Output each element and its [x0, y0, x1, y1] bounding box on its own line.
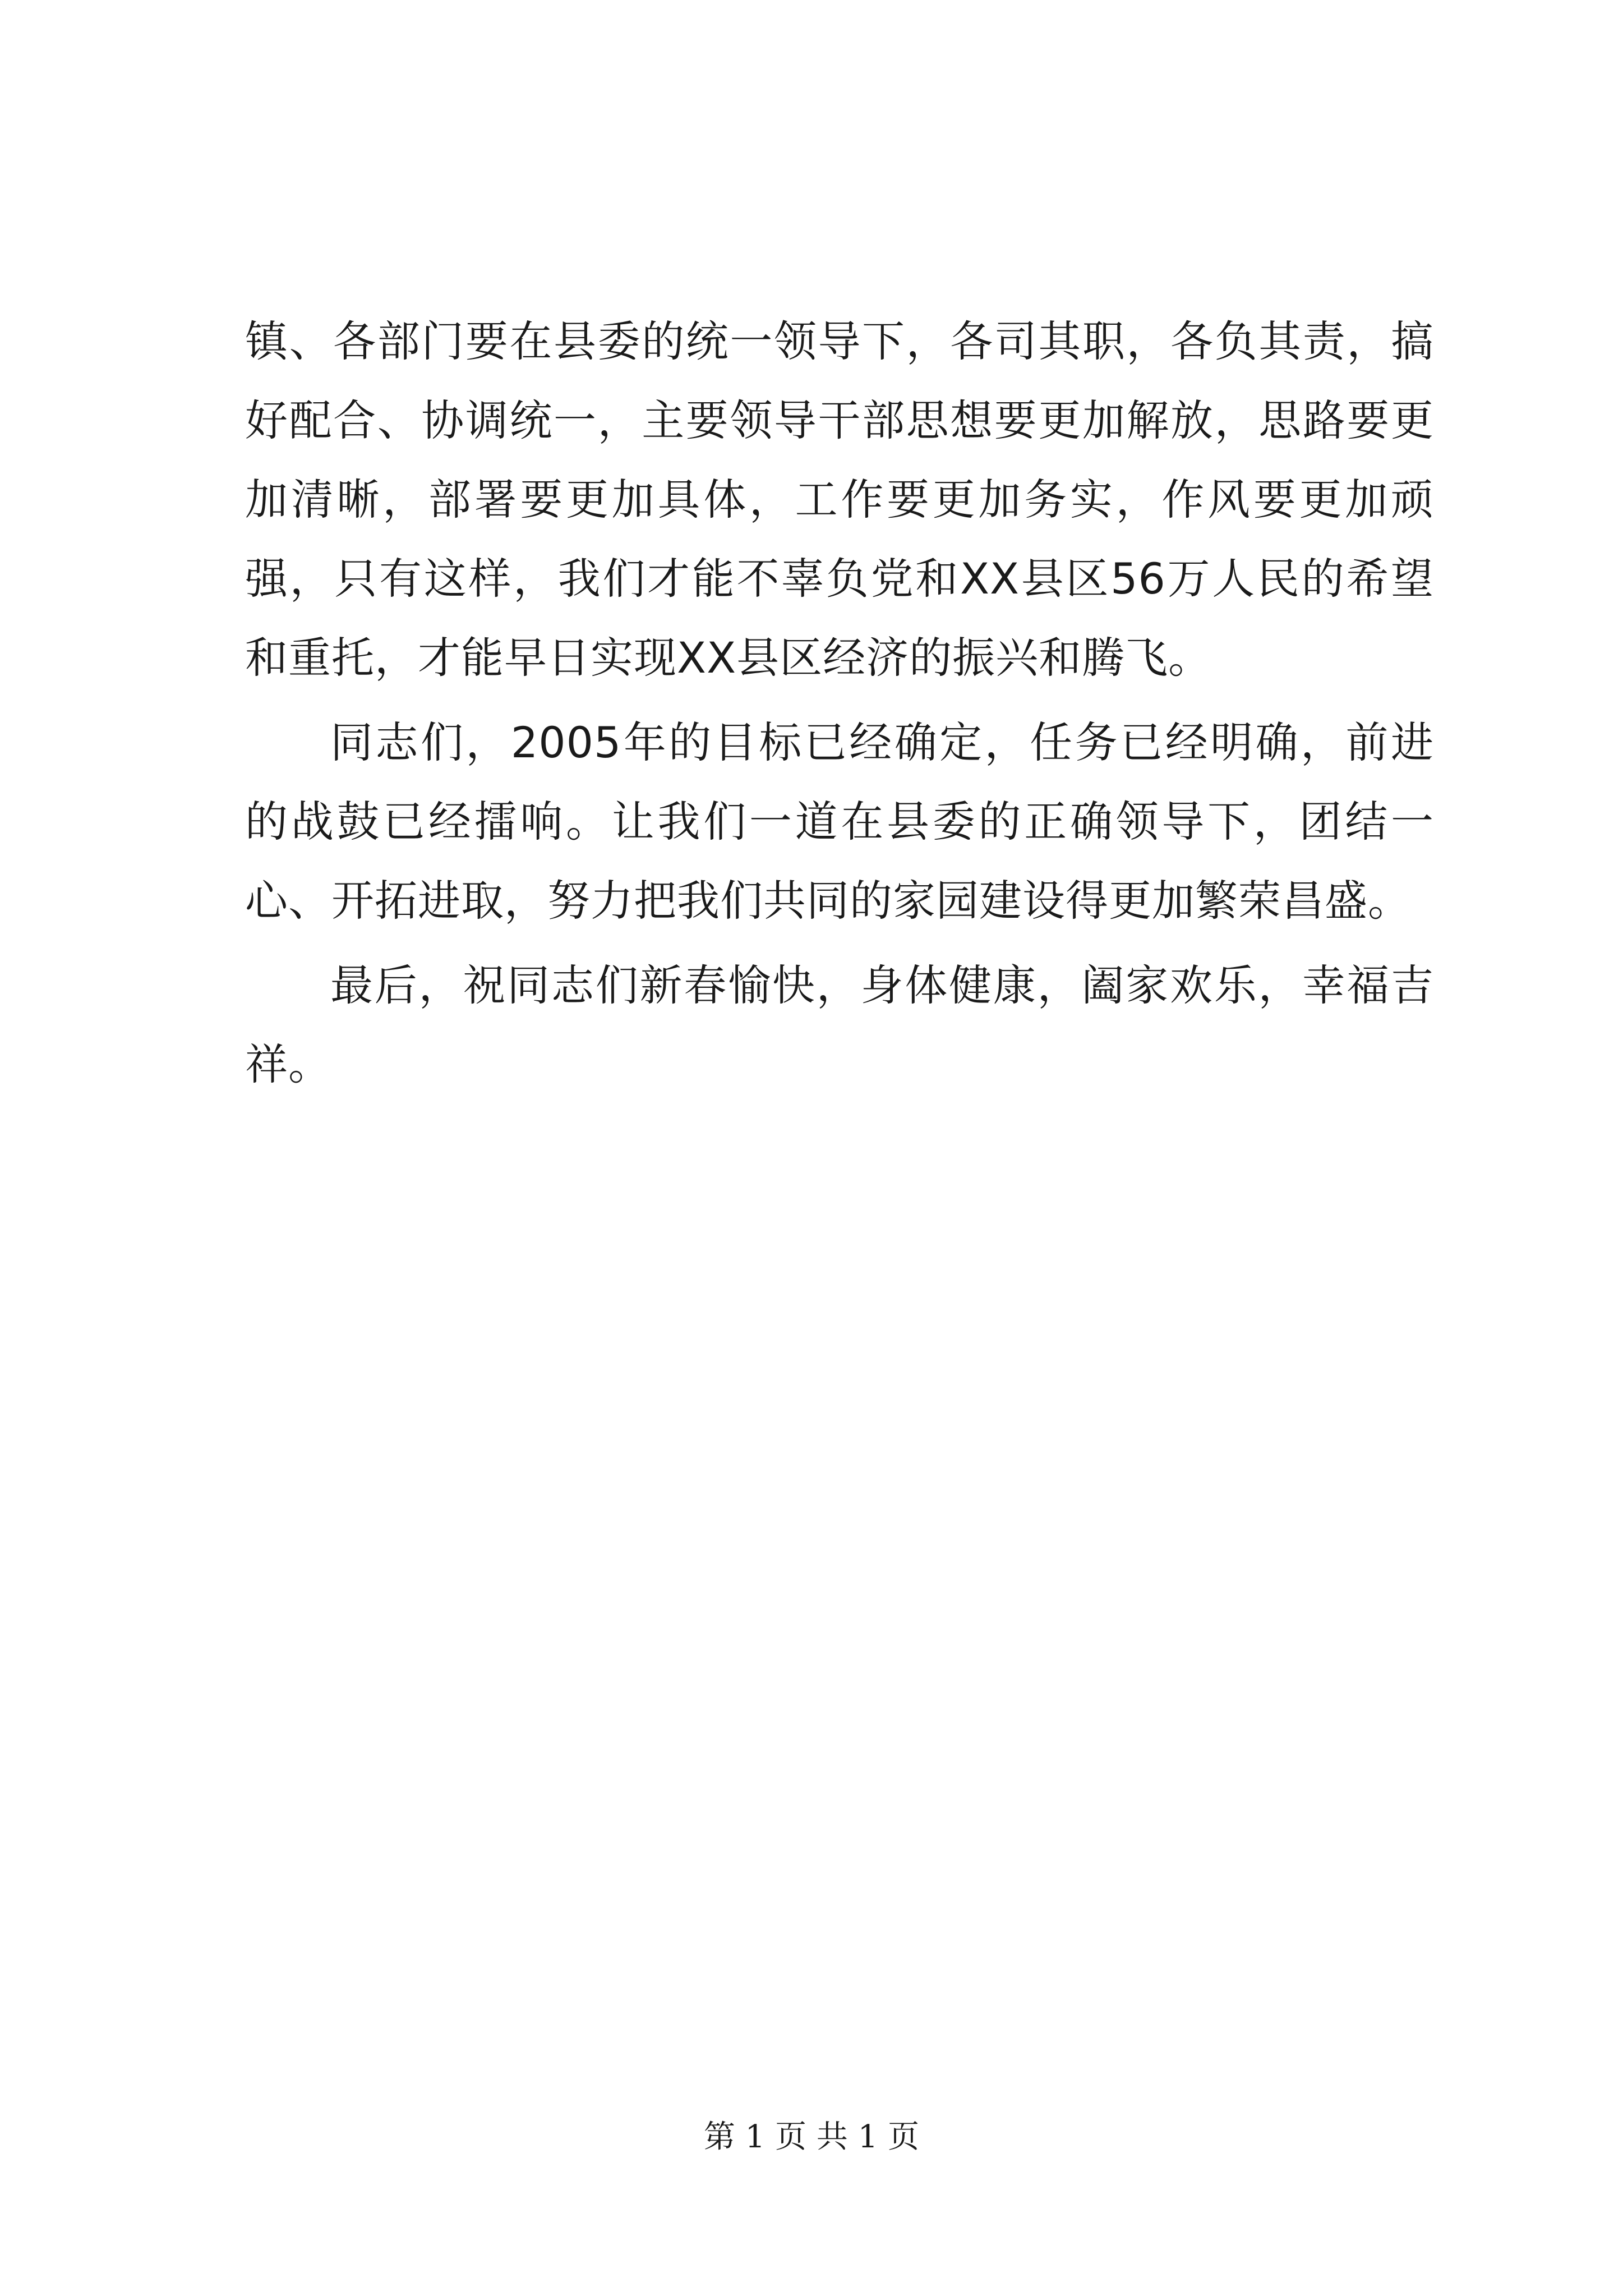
paragraph-closing-wishes: 最后，祝同志们新春愉快，身体健康，阖家欢乐，幸福吉祥。	[245, 960, 1434, 1089]
paragraph-continuation: 镇、各部门要在县委的统一领导下，各司其职，各负其责，搞好配合、协调统一，主要领导干部思想要更加解放，思路要更加清晰，部署要更加具体，工作要更加务实，作风要更加顽强，只有这样，我们才能不辜负党和XX县区56万人民的希望和重托，才能早日实现XX县区经济的振兴和腾飞。	[245, 316, 1434, 683]
page-number-footer: 第 1 页 共 1 页	[703, 2119, 920, 2155]
document-body	[245, 302, 1434, 1104]
paragraph-goals: 同志们，2005年的目标已经确定，任务已经明确，前进的战鼓已经擂响。让我们一道在县委的正确领导下，团结一心、开拓进取，努力把我们共同的家园建设得更加繁荣昌盛。	[245, 717, 1434, 926]
